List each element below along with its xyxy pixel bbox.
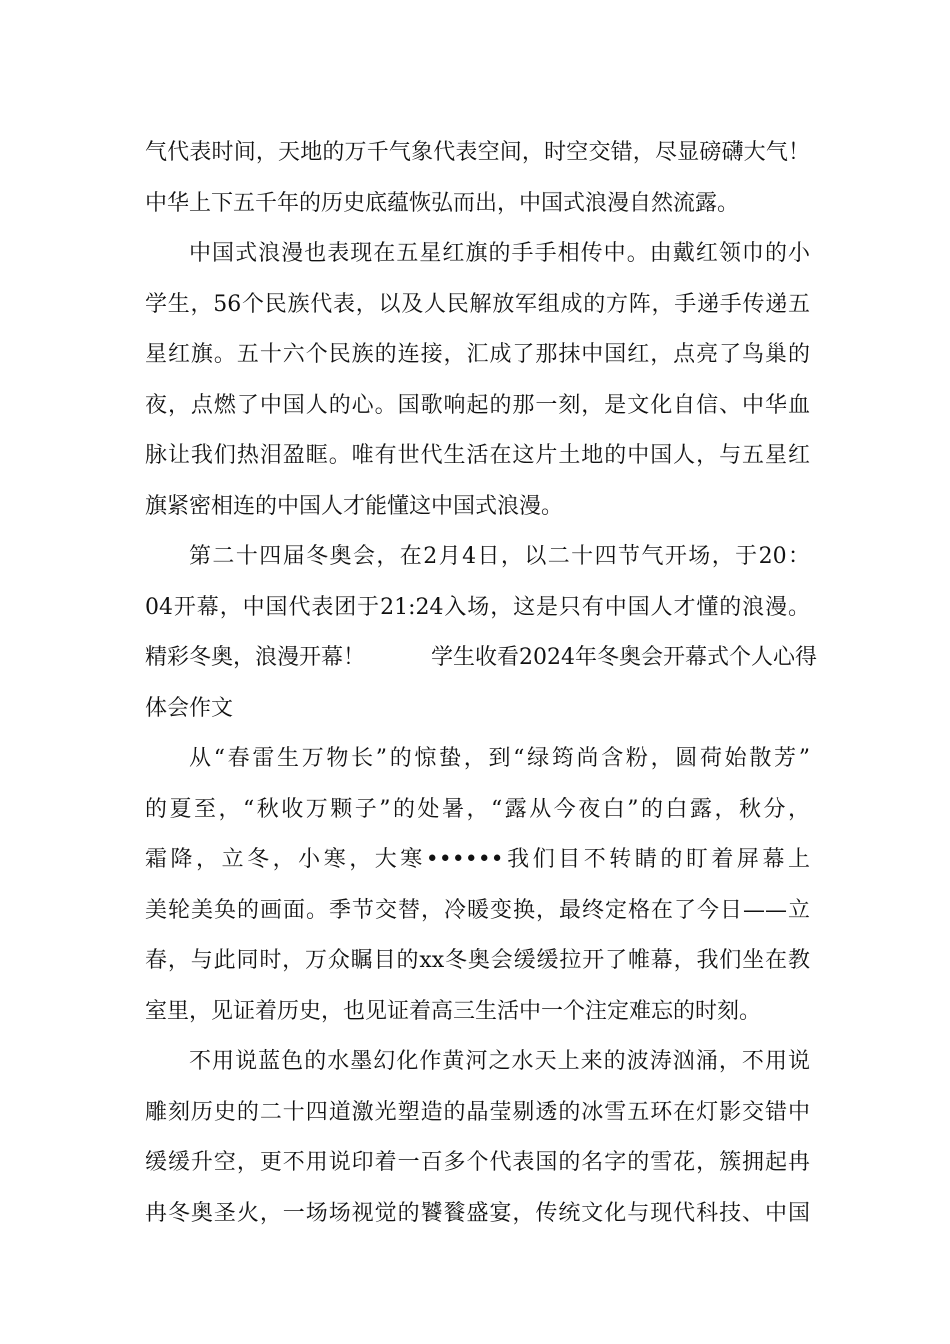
text-line: 中华上下五千年的历史底蕴恢弘而出，中国式浪漫自然流露。: [145, 190, 740, 216]
text-line: 星红旗。五十六个民族的连接，汇成了那抹中国红，点亮了鸟巢的: [145, 342, 810, 367]
text-line: 中国式浪漫也表现在五星红旗的手手相传中。由戴红领巾的小: [189, 241, 810, 266]
text-line: 第二十四届冬奥会，在2月4日，以二十四节气开场，于20：: [189, 544, 810, 569]
text-line: 学生，56个民族代表，以及人民解放军组成的方阵，手递手传递五: [145, 291, 810, 317]
text-line: 的夏至，“秋收万颗子”的处暑，“露从今夜白”的白露，秋分，: [145, 796, 810, 822]
text-line: 霜降，立冬，小寒，大寒••••••我们目不转睛的盯着屏幕上: [145, 847, 810, 872]
text-line: 旗紧密相连的中国人才能懂这中国式浪漫。: [145, 493, 564, 519]
text-line: 04开幕，中国代表团于21:24入场，这是只有中国人才懂的浪漫。: [145, 594, 810, 620]
text-line: 缓缓升空，更不用说印着一百多个代表国的名字的雪花，簇拥起冉: [145, 1150, 810, 1175]
text-line: 夜，点燃了中国人的心。国歌响起的那一刻，是文化自信、中华血: [145, 392, 810, 418]
text-line: 春，与此同时，万众瞩目的xx冬奥会缓缓拉开了帷幕，我们坐在教: [145, 948, 810, 973]
text-line: 精彩冬奥，浪漫开幕！ 学生收看2024年冬奥会开幕式个人心得: [145, 645, 817, 670]
text-line: 脉让我们热泪盈眶。唯有世代生活在这片土地的中国人，与五星红: [145, 443, 810, 468]
text-line: 体会作文: [145, 695, 234, 721]
text-line: 室里，见证着历史，也见证着高三生活中一个注定难忘的时刻。: [145, 998, 762, 1024]
text-line: 从“春雷生万物长”的惊蛰，到“绿筠尚含粉，圆荷始散芳”: [189, 746, 810, 771]
text-line: 美轮美奂的画面。季节交替，冷暖变换，最终定格在了今日——立: [145, 897, 810, 923]
text-line: 冉冬奥圣火，一场场视觉的饕餮盛宴，传统文化与现代科技、中国: [145, 1200, 810, 1226]
text-line: 气代表时间，天地的万千气象代表空间，时空交错，尽显磅礴大气！: [145, 140, 810, 165]
text-line: 雕刻历史的二十四道激光塑造的晶莹剔透的冰雪五环在灯影交错中: [145, 1099, 810, 1125]
text-line: 不用说蓝色的水墨幻化作黄河之水天上来的波涛汹涌，不用说: [189, 1049, 810, 1074]
body-text: [145, 128, 817, 1239]
